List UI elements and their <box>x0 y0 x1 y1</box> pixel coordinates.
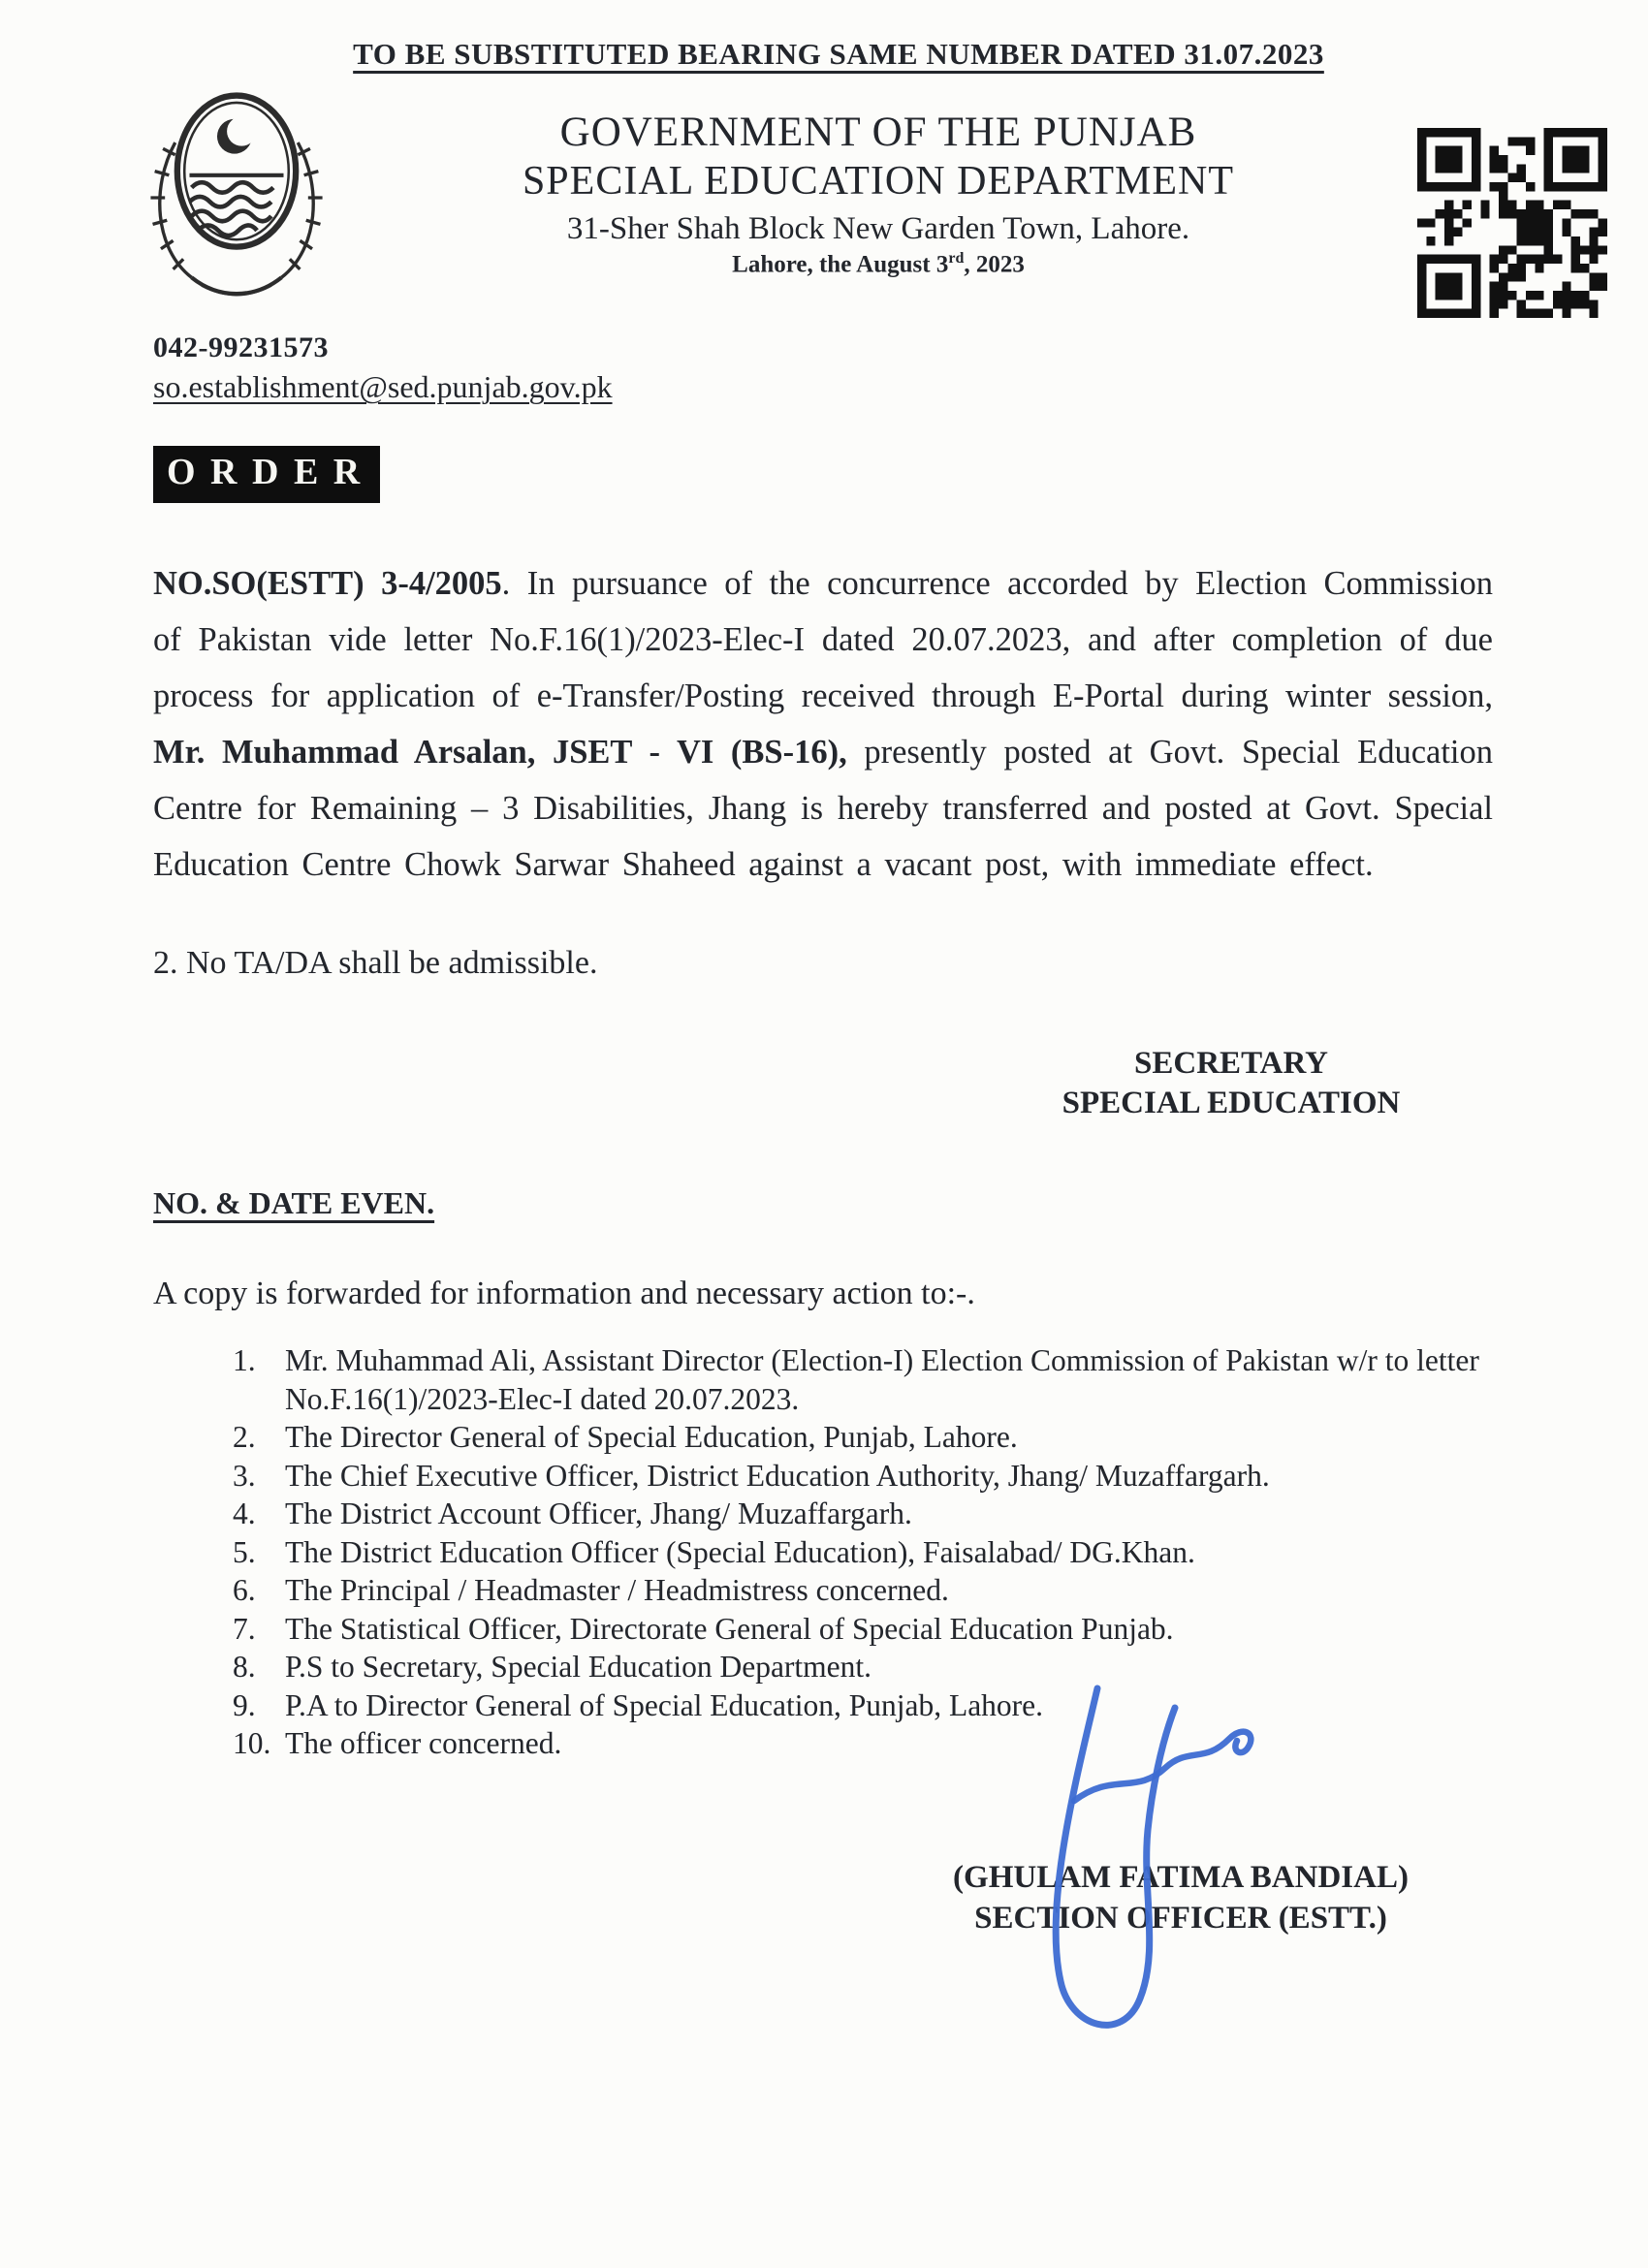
signatory-block <box>900 1857 1462 1938</box>
dateline: Lahore, the August 3rd, 2023 <box>732 250 1025 278</box>
department-address: 31-Sher Shah Block New Garden Town, Lahore. <box>566 211 1190 246</box>
signatory-name: (GHULAM FATIMA BANDIAL) <box>953 1860 1409 1895</box>
authority-line-1: SECRETARY <box>1134 1046 1328 1081</box>
list-item: 8. P.S to Secretary, Special Education Department. <box>233 1650 872 1684</box>
list-item: 3. The Chief Executive Officer, District Education Authority, Jhang/ Muzaffargarh. <box>233 1458 1270 1493</box>
issuing-authority <box>989 1044 1474 1123</box>
paragraph-text-1: . In pursuance of the concurrence accorded by Election Commission of Pakistan vide letter No.F.16(1)/2023-Elec-I dated 20.07.2023, and after completion of due process for application of e-Transfer/Posting received through E-Portal during winter session, <box>153 565 1494 714</box>
list-item: 4. The District Account Officer, Jhang/ Muzaffargarh. <box>233 1496 912 1530</box>
letterhead <box>134 85 1607 318</box>
department-title: SPECIAL EDUCATION DEPARTMENT <box>522 159 1235 204</box>
punjab-government-crest-icon <box>134 85 339 310</box>
list-item: 9. P.A to Director General of Special Education, Punjab, Lahore. <box>233 1687 1044 1722</box>
list-item: 2. The Director General of Special Education, Punjab, Lahore. <box>233 1420 1018 1454</box>
letterhead-text <box>339 85 1417 278</box>
endorsement-intro: A copy is forwarded for information and necessary action to:-. <box>153 1276 975 1311</box>
reference-number: NO.SO(ESTT) 3-4/2005 <box>153 565 502 602</box>
order-heading <box>153 446 1648 503</box>
order-heading-label: O R D E R <box>153 446 380 503</box>
authority-line-2: SPECIAL EDUCATION <box>1062 1086 1401 1120</box>
signatory-title: SECTION OFFICER (ESTT.) <box>974 1901 1387 1936</box>
contact-block <box>153 331 1648 405</box>
substitution-notice-text: TO BE SUBSTITUTED BEARING SAME NUMBER DATED 31.07.2023 <box>353 37 1324 71</box>
recipient-list <box>233 1341 1503 1763</box>
qr-code <box>1417 128 1607 318</box>
government-title: GOVERNMENT OF THE PUNJAB <box>559 110 1197 155</box>
paragraph-text-2: presently posted at Govt. Special Education Centre for Remaining – 3 Disabilities, Jhang is hereby transferred and posted at Govt. Special Education Centre Chowk Sarwar Shaheed against a vacant post, with immediate effect. <box>153 734 1493 883</box>
substitution-notice <box>145 37 1532 72</box>
list-item: 10. The officer concerned. <box>233 1726 562 1760</box>
list-item: 7. The Statistical Officer, Directorate General of Special Education Punjab. <box>233 1611 1174 1646</box>
list-item: 6. The Principal / Headmaster / Headmistress concerned. <box>233 1573 949 1607</box>
phone-number: 042-99231573 <box>153 331 329 363</box>
officer-name: Mr. Muhammad Arsalan, JSET - VI (BS-16), <box>153 734 847 771</box>
order-paragraph <box>153 555 1493 893</box>
list-item: 1. Mr. Muhammad Ali, Assistant Director (Election-I) Election Commission of Pakistan w/r to letter No.F.16(1)/2023-Elec-I dated 20.07.2023. <box>233 1343 1479 1416</box>
clause-2: 2. No TA/DA shall be admissible. <box>153 945 598 981</box>
endorsement-heading: NO. & DATE EVEN. <box>153 1185 435 1220</box>
email-address: so.establishment@sed.punjab.gov.pk <box>153 369 613 404</box>
list-item: 5. The District Education Officer (Special Education), Faisalabad/ DG.Khan. <box>233 1534 1195 1569</box>
